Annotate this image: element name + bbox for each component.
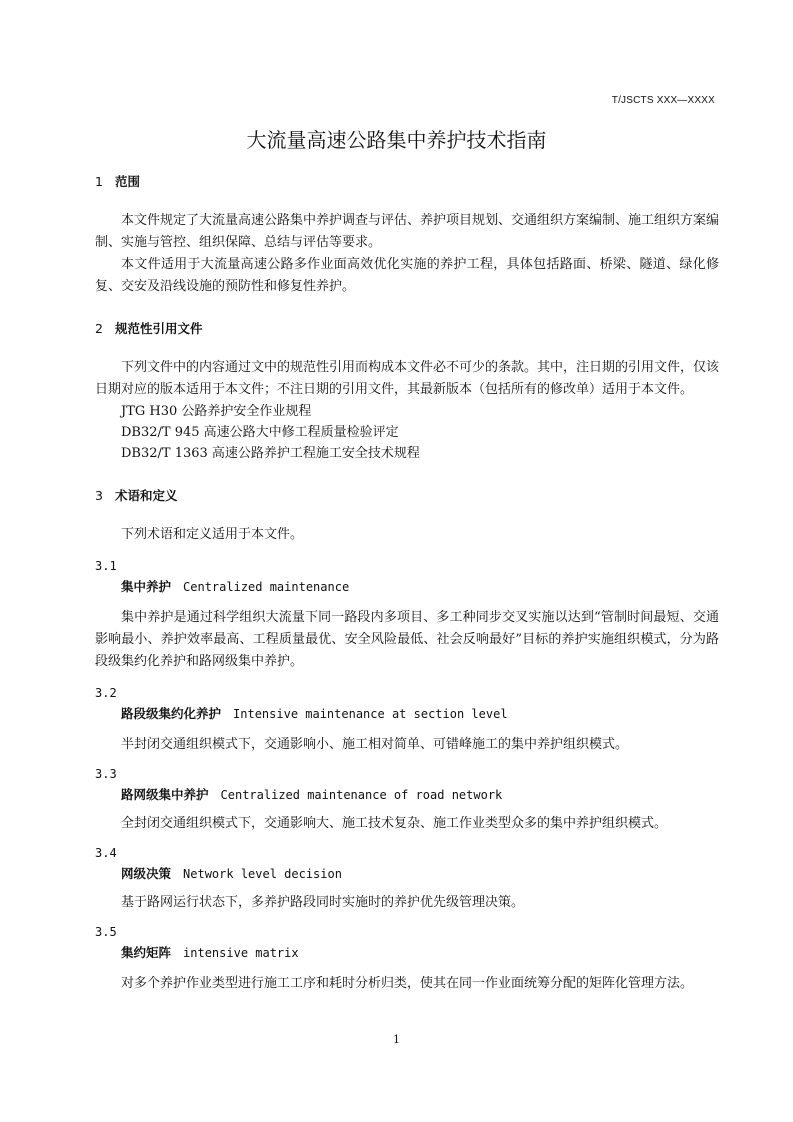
term-en: Intensive maintenance at section level [233,707,508,721]
term-en: Centralized maintenance [183,580,350,594]
reference-item: DB32/T 1363 高速公路养护工程施工安全技术规程 [121,446,420,461]
term-title [95,863,719,886]
section-terms-definitions [95,486,719,995]
term-title [95,942,719,965]
term-zh: 集约矩阵 [121,945,172,960]
term-zh: 集中养护 [121,579,172,594]
term-title [95,576,719,599]
term-zh: 路网级集中养护 [121,787,209,802]
section-heading [95,172,719,192]
document-code: T/JSCTS XXX—XXXX [611,95,715,106]
page-number: 1 [393,1033,400,1046]
paragraph: 本文件规定了大流量高速公路集中养护调查与评估、养护项目规划、交通组织方案编制、施工组织方案编制、实施与管控、组织保障、总结与评估等要求。 [95,213,720,250]
term-en: intensive matrix [183,946,299,960]
term-number: 3.2 [95,686,117,700]
document-body [95,172,719,995]
term-zh: 网级决策 [121,866,172,881]
term-number: 3.5 [95,925,117,939]
term-definition: 集中养护是通过科学组织大流量下同一路段内多项目、多工种同步交叉实施以达到“管制时间最短、交通影响最小、养护效率最高、工程质量最优、安全风险最低、社会反响最好”目标的养护实施组织模式，分为路段级集约化养护和路网级集中养护。 [95,610,719,669]
paragraph: 下列术语和定义适用于本文件。 [121,527,304,542]
paragraph: 下列文件中的内容通过文中的规范性引用而构成本文件必不可少的条款。其中，注日期的引用文件，仅该日期对应的版本适用于本文件；不注日期的引用文件，其最新版本（包括所有的修改单）适用于本文件。 [95,360,720,397]
section-title: 规范性引用文件 [115,321,203,336]
term-entry [95,683,719,756]
section-heading [95,486,719,506]
term-number: 3.1 [95,559,117,573]
term-entry [95,764,719,835]
section-number: 1 [95,174,103,189]
term-title [95,703,719,726]
section-normative-references [95,319,719,464]
section-number: 3 [95,488,103,503]
term-definition: 对多个养护作业类型进行施工工序和耗时分析归类，使其在同一作业面统筹分配的矩阵化管理方法。 [121,976,694,991]
section-heading [95,319,719,339]
term-number: 3.4 [95,846,117,860]
term-definition: 半封闭交通组织模式下，交通影响小、施工相对简单、可错峰施工的集中养护组织模式。 [121,737,629,752]
paragraph: 本文件适用于大流量高速公路多作业面高效优化实施的养护工程，具体包括路面、桥梁、隧道、绿化修复、交安及沿线设施的预防性和修复性养护。 [95,257,719,294]
term-en: Centralized maintenance of road network [220,788,503,802]
term-entry [95,556,719,673]
section-title: 术语和定义 [115,488,178,503]
document-title: 大流量高速公路集中养护技术指南 [246,128,547,152]
term-entry [95,922,719,995]
term-entry [95,843,719,914]
term-zh: 路段级集约化养护 [121,706,222,721]
section-number: 2 [95,321,103,336]
term-title [95,784,719,807]
section-scope [95,172,719,298]
term-en: Network level decision [183,867,342,881]
section-title: 范围 [115,174,141,189]
reference-item: JTG H30 公路养护安全作业规程 [121,404,312,419]
reference-item: DB32/T 945 高速公路大中修工程质量检验评定 [121,425,399,440]
term-definition: 全封闭交通组织模式下，交通影响大、施工技术复杂、施工作业类型众多的集中养护组织模式。 [121,816,668,831]
term-definition: 基于路网运行状态下，多养护路段同时实施时的养护优先级管理决策。 [121,895,525,910]
term-number: 3.3 [95,767,117,781]
